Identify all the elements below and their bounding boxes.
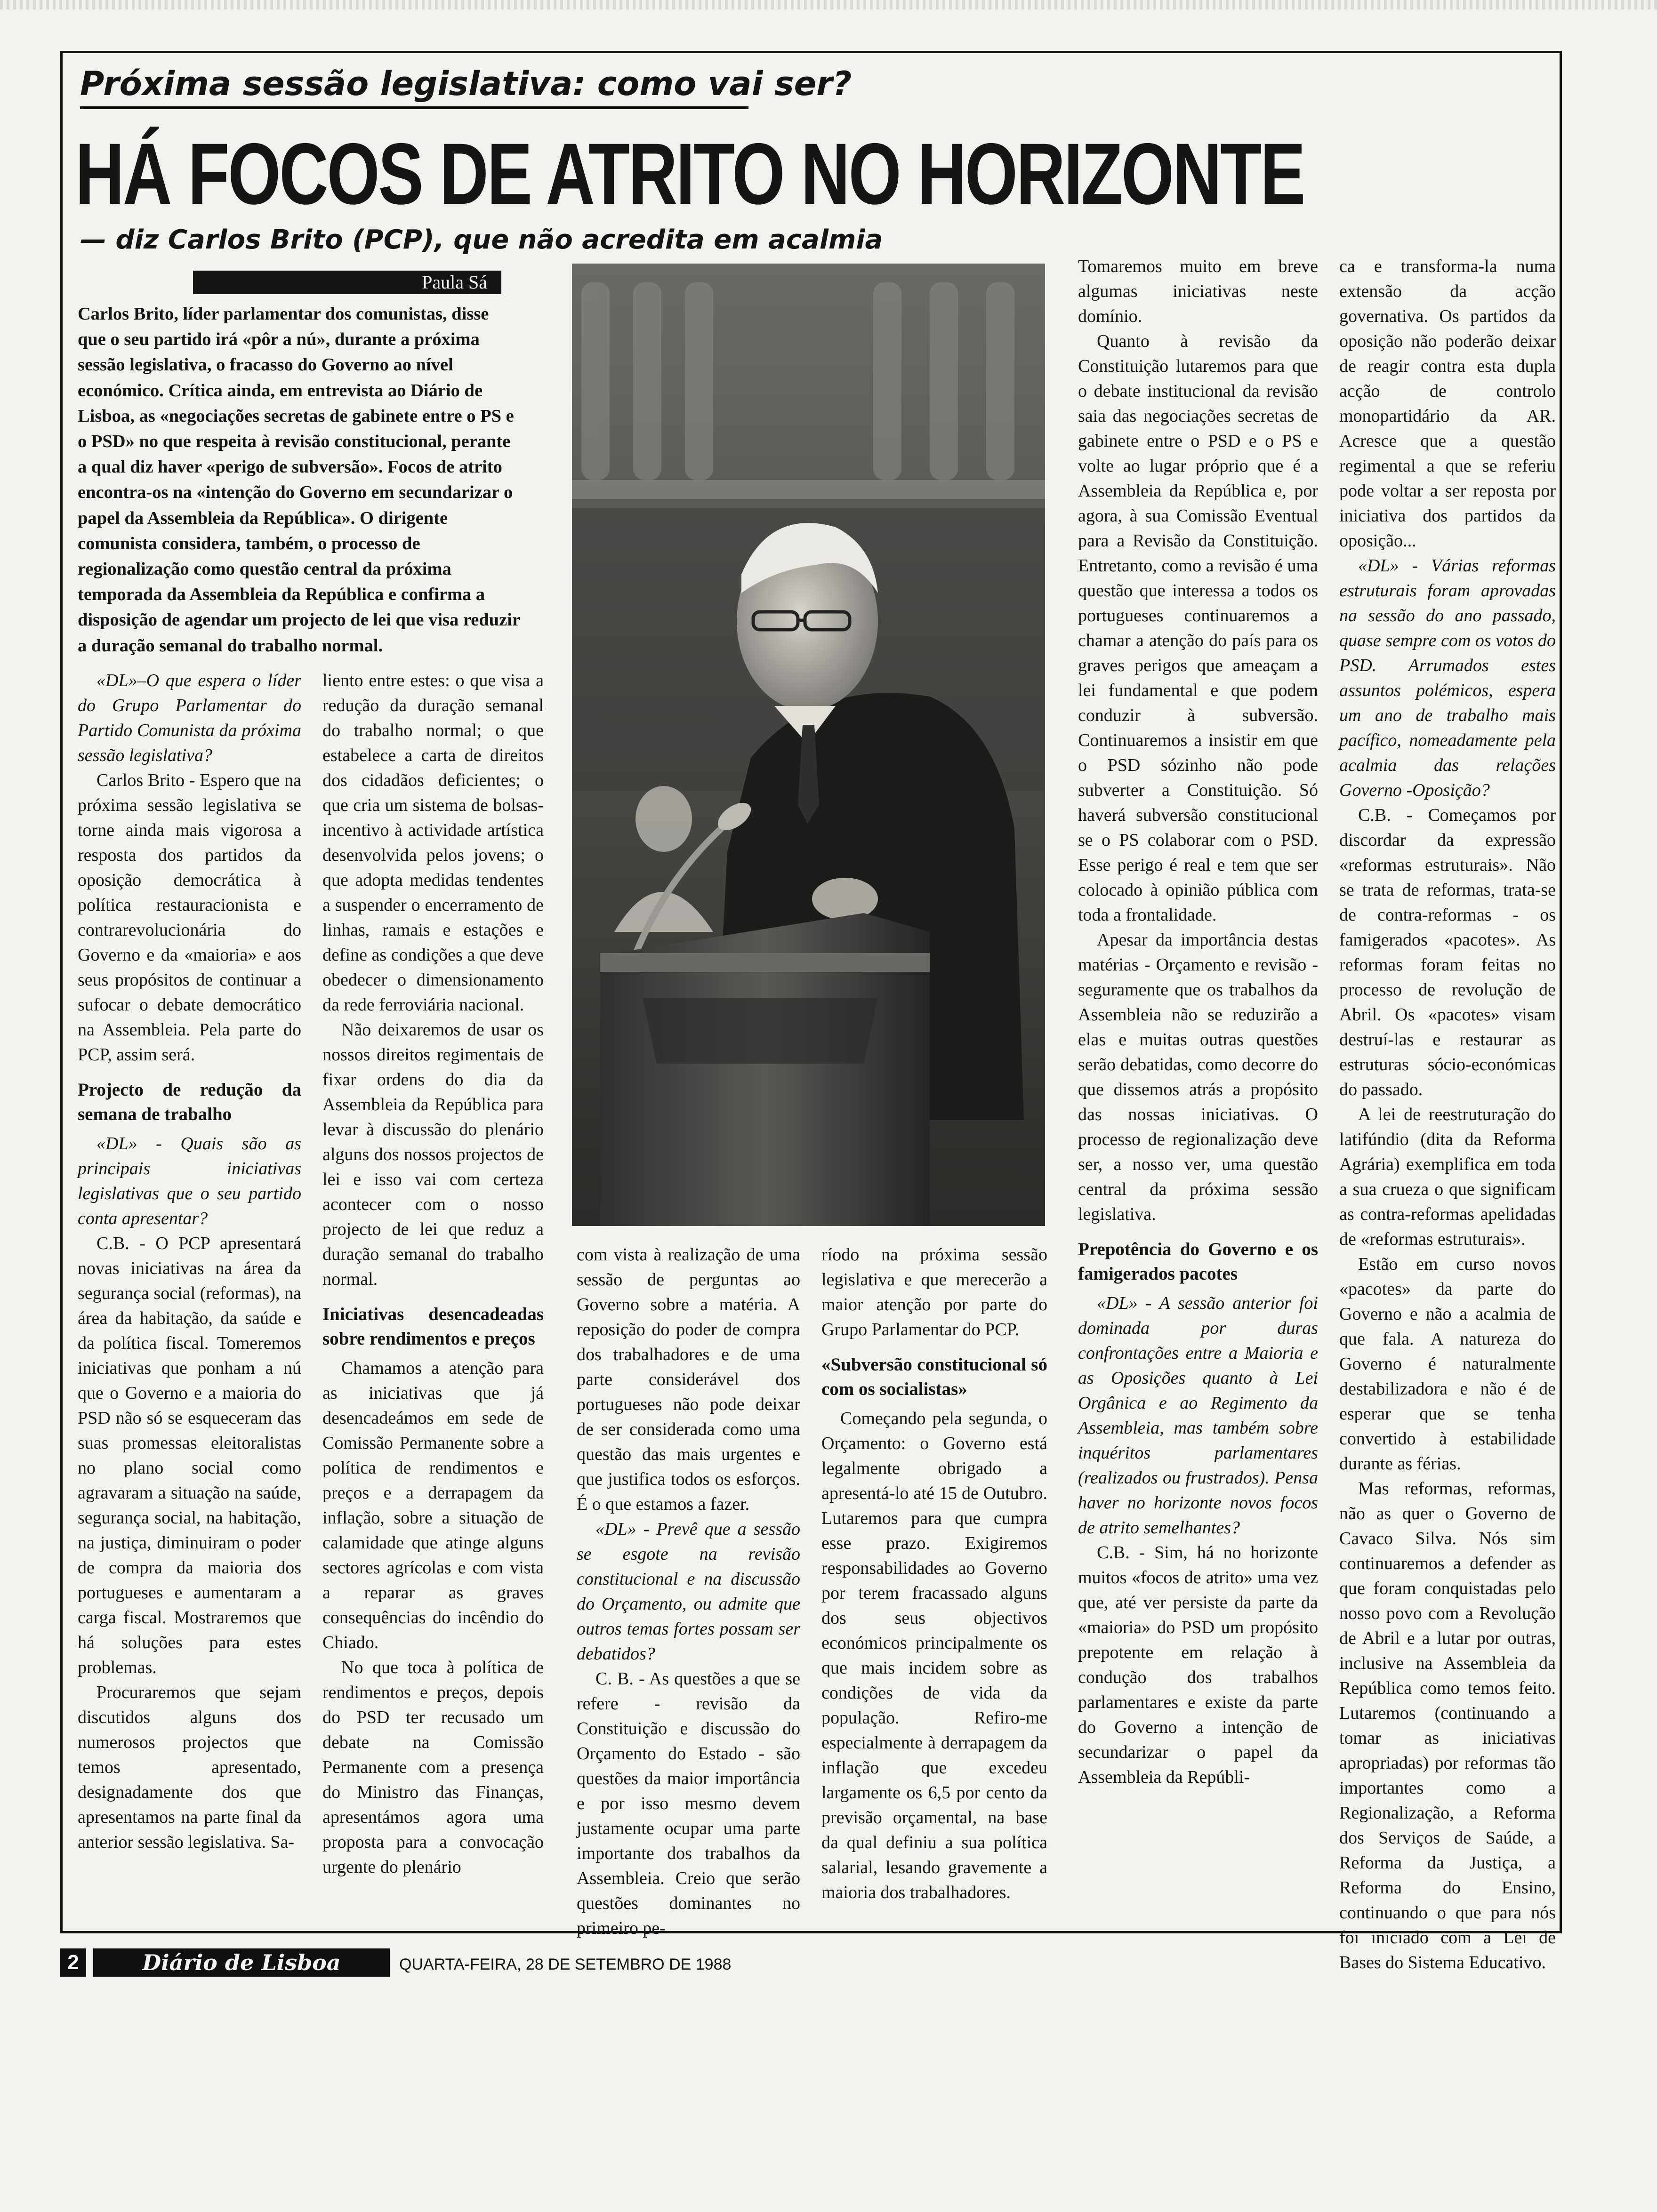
answer-text: C.B. - Começamos por discordar da expressão «reformas estruturais». Não se trata de reformas, trata-se de contra-reformas - os famigerados «pacotes». As reformas foram feitas no processo de revolução de Abril. Os «pacotes» visam destruí-las e restaurar as estruturas sócio-económicas do passado. [1339,805,1556,1099]
article-kicker: Próxima sessão legislativa: como vai ser? [80,64,852,103]
kicker-underline [80,106,748,109]
article-column-1 [78,668,301,1930]
answer-text: C.B. - O PCP apresentará novas iniciativas na área da segurança social (reformas), na área da habitação, da saúde e da política fiscal. Tomeremos iniciativas que ponham a nú que o Governo e a maioria do PSD não só se esqueceram das suas promessas eleitoralistas no plano social como agravaram a situação na saúde, segurança social, na habitação, na justiça, diminuiram o poder de compra da maioria dos portugueses e aumentaram a carga fiscal. Mostraremos que há soluções para estes problemas. [78,1234,301,1677]
body-paragraph: liento entre estes: o que visa a redução da duração semanal do trabalho normal; o que estabelece a carta de direitos dos cidadãos deficientes; o que cria um sistema de bolsas-incentivo à actividade artística desenvolvida pelos jovens; o que adopta medidas tendentes a suspender o encerramento de linhas, ramais e estações e define as condições a que deve obedecer o dimensionamento da rede ferroviária nacional. [322,671,544,1015]
body-paragraph: Quanto à revisão da Constituição lutaremos para que o debate institucional da revisão saia das negociações secretas de gabinete entre o PSD e o PS e volte ao lugar próprio que é a Assembleia da República e, por agora, à sua Comissão Eventual para a Revisão da Constituição. Entretanto, como a revisão é uma questão que interessa a todos os portugueses continuaremos a chamar a atenção do país para os graves perigos que ameaçam a lei fundamental e que podem conduzir à subversão. Continuaremos a insistir em que o PSD sózinho não pode subverter a Constituição. Só haverá subversão constitucional se o PS colaborar com o PSD. Esse perigo é real e tem que ser colocado à opinião pública com toda a frontalidade. [1078,331,1318,925]
article-subheadline: — diz Carlos Brito (PCP), que não acredita em acalmia [80,224,883,255]
page-footer [60,1948,1562,1981]
body-paragraph: Começando pela segunda, o Orçamento: o Governo está legalmente obrigado a apresentá-lo até 15 de Outubro. Lutaremos para que cumpra esse prazo. Exigiremos responsabilidades ao Governo por terem fracassado alguns dos seus objectivos económicos principalmente os que mais incidem sobre as condições de vida da população. Refiro-me especialmente à derrapagem da inflação que excedeu largamente os 6,5 por cento da previsão orçamental, na base da qual definiu a sua política salarial, lesando gravemente a maioria dos trabalhadores. [821,1409,1047,1902]
question-text: «DL»–O que espera o líder do Grupo Parlamentar do Partido Comunista da próxima sessão legislativa? [78,671,301,765]
page-number: 2 [60,1948,86,1977]
body-paragraph: Tomaremos muito em breve algumas iniciativas neste domínio. [1078,256,1318,326]
article-column-5 [1078,254,1318,1930]
article-column-4 [821,1242,1047,1930]
answer-text: C. B. - As questões a que se refere - revisão da Constituição e discussão do Orçamento do Estado - são questões da maior importância e por isso mesmo devem justamente ocupar uma parte importante dos trabalhos da Assembleia. Creio que serão questões dominantes no primeiro pe- [577,1669,800,1938]
body-paragraph: No que toca à política de rendimentos e preços, depois do PSD ter recusado um debate na Comissão Permanente com a presença do Ministro das Finanças, apresentámos agora uma proposta para a convocação urgente do plenário [322,1658,544,1877]
body-paragraph: A lei de reestruturação do latifúndio (dita da Reforma Agrária) exemplifica em toda a sua crueza o que significam as contra-reformas apelidadas de «reformas estruturais». [1339,1105,1556,1249]
publication-date: QUARTA-FEIRA, 28 DE SETEMBRO DE 1988 [399,1956,732,1973]
question-text: «DL» - A sessão anterior foi dominada por duras confrontações entre a Maioria e as Oposições quanto à Lei Orgânica e ao Regimento da Assembleia, mas também sobre inquéritos parlamentares (realizados ou frustrados). Pensa haver no horizonte novos focos de atrito semelhantes? [1078,1293,1318,1538]
lead-paragraph: Carlos Brito, líder parlamentar dos comunistas, disse que o seu partido irá «pôr a nú», durante a próxima sessão legislativa, o fracasso do Governo ao nível económico. Crítica ainda, em entrevista ao Diário de Lisboa, as «negociações secretas de gabinete entre o PS e o PSD» no que respeita à revisão constitucional, perante a qual diz haver «perigo de subversão». Focos de atrito encontra-os na «intenção do Governo em secundarizar o papel da Assembleia da República». O dirigente comunista considera, também, o processo de regionalização como questão central da próxima temporada da Assembleia da República e confirma a disposição de agendar um projecto de lei que visa reduzir a duração semanal do trabalho normal. [78,304,520,656]
body-paragraph: Procuraremos que sejam discutidos alguns dos numerosos projectos que temos apresentado, designadamente dos que apresentamos na parte final da anterior sessão legislativa. Sa- [78,1683,301,1852]
body-paragraph: ca e transforma-la numa extensão da acção governativa. Os partidos da oposição não poderão deixar de reagir contra esta dupla acção de controlo monopartidário da AR. Acresce que a questão regimental a que se referiu pode voltar a ser reposta por iniciativa dos partidos da oposição... [1339,256,1556,551]
question-text: «DL» - Várias reformas estruturais foram aprovadas na sessão do ano passado, quase sempre com os votos do PSD. Arrumados estes assuntos polémicos, espera um ano de trabalho mais pacífico, nomeadamente pela acalmia das relações Governo -Oposição? [1339,556,1556,800]
section-heading: «Subversão constitucional só com os socialistas» [821,1354,1047,1399]
question-text: «DL» - Quais são as principais iniciativas legislativas que o seu partido conta apresentar? [78,1134,301,1228]
section-heading: Iniciativas desencadeadas sobre rendimentos e preços [322,1304,544,1349]
body-paragraph: Estão em curso novos «pacotes» da parte do Governo e não a acalmia de que fala. A natureza do Governo é naturalmente destabilizadora e não é de esperar que se tenha convertido à estabilidade durante as férias. [1339,1254,1556,1474]
byline: Paula Sá [193,271,501,294]
newspaper-masthead: Diário de Lisboa [93,1948,390,1977]
body-paragraph: Apesar da importância destas matérias - Orçamento e revisão - seguramente que os trabalhos da Assembleia não se reduzirão a elas e muitas outras questões serão debatidas, como decorre do que dissemos atrás a propósito das nossas iniciativas. O processo de regionalização deve ser, a nosso ver, uma questão central da próxima sessão legislativa. [1078,930,1318,1224]
section-heading: Prepotência do Governo e os famigerados pacotes [1078,1239,1318,1284]
body-paragraph: com vista à realização de uma sessão de perguntas ao Governo sobre a matéria. A reposição do poder de compra dos trabalhadores e de uma parte considerável dos portugueses não pode deixar de ser considerada como uma questão das mais urgentes e que justifica todos os esforços. É o que estamos a fazer. [577,1245,800,1514]
body-paragraph: Não deixaremos de usar os nossos direitos regimentais de fixar ordens do dia da Assembleia da República para levar à discussão do plenário alguns dos nossos projectos de lei e isso vai com certeza acontecer com o nosso projecto de lei que reduz a duração semanal do trabalho normal. [322,1020,544,1289]
body-paragraph: ríodo na próxima sessão legislativa e que merecerão a maior atenção por parte do Grupo Parlamentar do PCP. [821,1245,1047,1339]
article-column-3 [577,1242,800,1938]
body-paragraph: Mas reformas, reformas, não as quer o Governo de Cavaco Silva. Nós sim continuaremos a defender as que foram conquistadas pelo nosso povo com a Revolução de Abril e a lutar por outras, inclusive na Assembleia da República como temos feito. Lutaremos (continuando a tomar as iniciativas apropriadas) por reformas tão importantes como a Regionalização, a Reforma dos Serviços de Saúde, a Reforma da Justiça, a Reforma do Ensino, continuando o que para nós foi iniciado com a Lei de Bases do Sistema Educativo. [1339,1479,1556,1972]
section-heading: Projecto de redução da semana de trabalho [78,1080,301,1124]
answer-text: C.B. - Sim, há no horizonte muitos «focos de atrito» uma vez que, até ver persiste da parte da «maioria» do PSD um propósito prepotente em relação à condução dos trabalhos parlamentares e existe da parte do Governo a intenção de secundarizar o papel da Assembleia da Repúbli- [1078,1543,1318,1787]
speaker-photo [572,264,1045,1226]
article-headline: HÁ FOCOS DE ATRITO NO HORIZONTE [75,126,1304,223]
page-edge-texture [0,0,1657,9]
body-paragraph: Chamamos a atenção para as iniciativas que já desencadeámos em sede de Comissão Permanente sobre a política de rendimentos e preços e a derrapagem da inflação, sobre a situação de calamidade que atinge alguns sectores agrícolas e com vista a reparar as graves consequências do incêndio do Chiado. [322,1358,544,1652]
article-column-2 [322,668,544,1930]
article-column-6 [1339,254,1556,1972]
question-text: «DL» - Prevê que a sessão se esgote na revisão constitucional e na discussão do Orçamento, ou admite que outros temas fortes possam ser debatidos? [577,1519,800,1664]
answer-text: Carlos Brito - Espero que na próxima sessão legislativa se torne ainda mais vigorosa a resposta dos partidos da oposição democrática à política restauracionista e contrarevolucionária do Governo e da «maioria» e aos seus propósitos de continuar a sufocar o debate democrático na Assembleia. Pela parte do PCP, assim será. [78,770,301,1065]
